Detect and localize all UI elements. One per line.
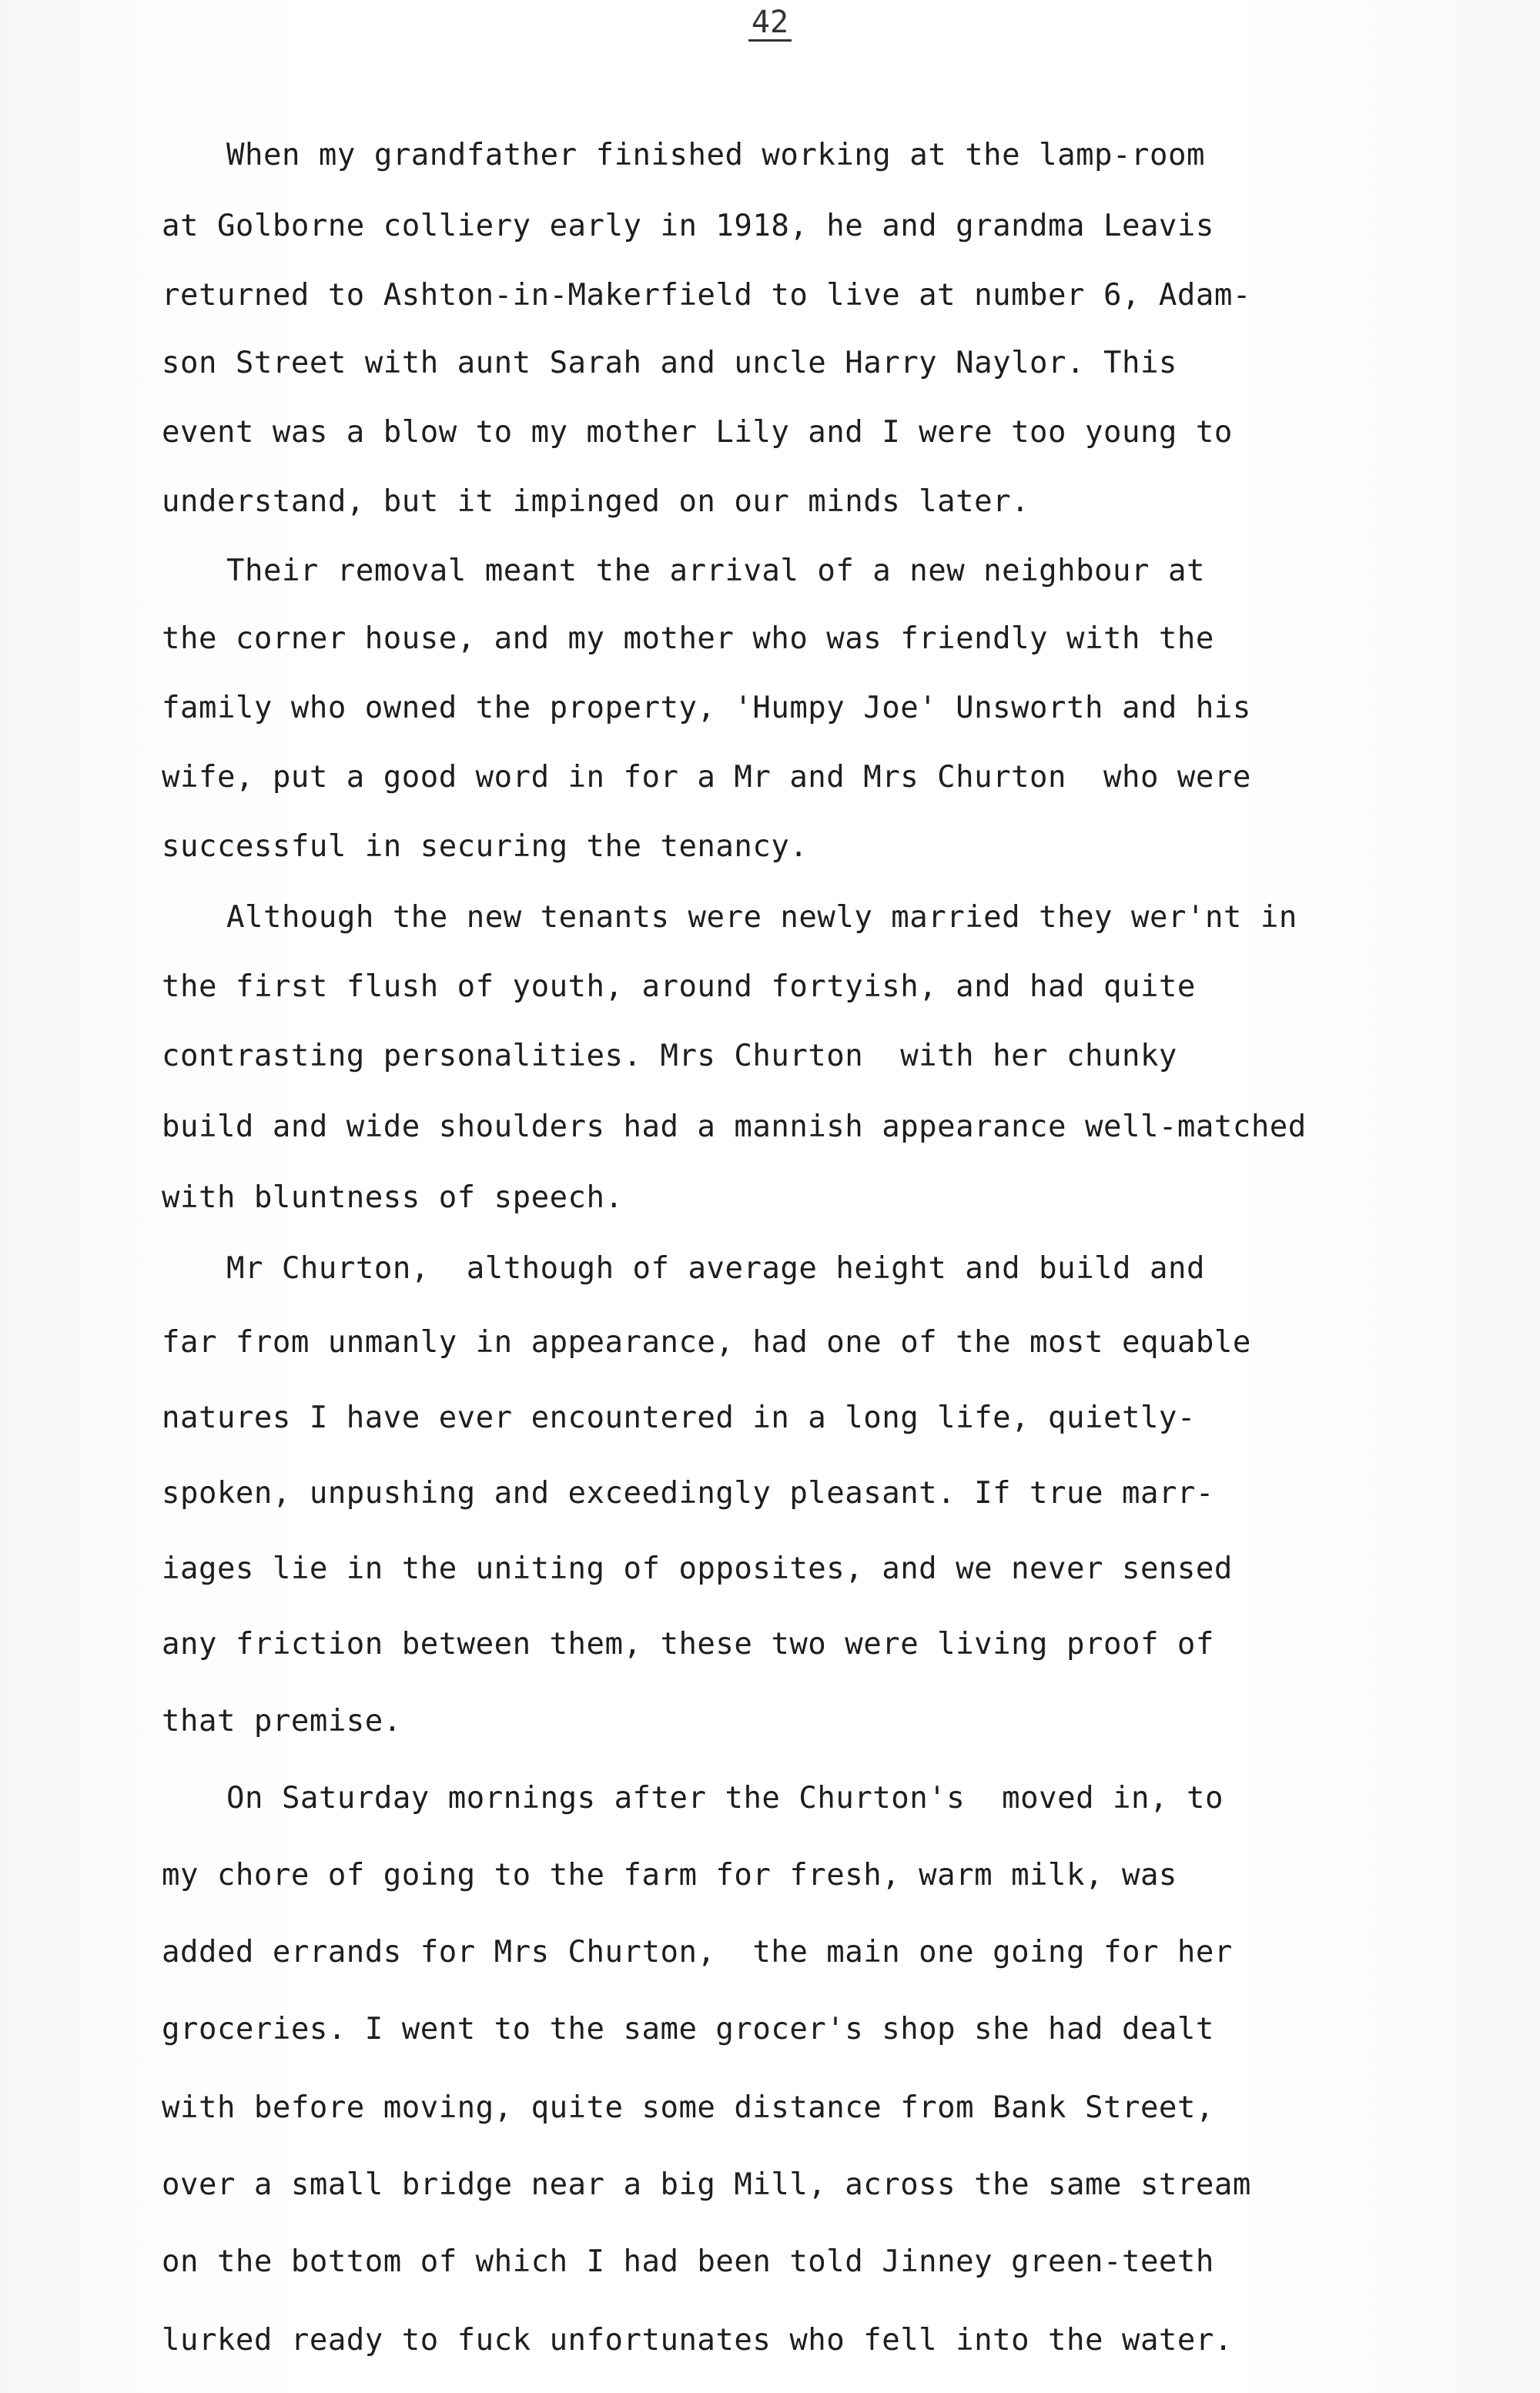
text-line-5: event was a blow to my mother Lily and I were too young to — [162, 415, 1233, 450]
text-line-21: iages lie in the uniting of opposites, and we never sensed — [162, 1551, 1233, 1586]
text-line-18: far from unmanly in appearance, had one of the most equable — [162, 1325, 1251, 1360]
text-line-19: natures I have ever encountered in a long life, quietly- — [162, 1401, 1196, 1435]
text-line-22: any friction between them, these two were living proof of — [162, 1627, 1214, 1662]
text-line-23: that premise. — [162, 1704, 402, 1739]
text-line-17: Mr Churton, although of average height and build and — [226, 1251, 1205, 1286]
text-line-31: lurked ready to fuck unfortunates who fell into the water. — [162, 2323, 1233, 2358]
text-line-26: added errands for Mrs Churton, the main one going for her — [162, 1935, 1233, 1970]
page-number-text: 42 — [748, 5, 792, 42]
text-line-6: understand, but it impinged on our minds later. — [162, 484, 1030, 519]
text-line-27: groceries. I went to the same grocer's shop she had dealt — [162, 2012, 1214, 2047]
text-line-16: with bluntness of speech. — [162, 1180, 624, 1215]
text-line-11: successful in securing the tenancy. — [162, 829, 808, 864]
text-line-25: my chore of going to the farm for fresh, warm milk, was — [162, 1858, 1177, 1893]
text-line-3: returned to Ashton-in-Makerfield to live at number 6, Adam- — [162, 278, 1251, 313]
text-line-12: Although the new tenants were newly married they wer'nt in — [226, 900, 1297, 935]
text-line-29: over a small bridge near a big Mill, across the same stream — [162, 2167, 1251, 2202]
text-line-15: build and wide shoulders had a mannish appearance well-matched — [162, 1109, 1307, 1144]
text-line-2: at Golborne colliery early in 1918, he and grandma Leavis — [162, 209, 1214, 243]
text-line-8: the corner house, and my mother who was friendly with the — [162, 621, 1214, 656]
text-line-1: When my grandfather finished working at the lamp-room — [226, 138, 1205, 172]
text-line-20: spoken, unpushing and exceedingly pleasant. If true marr- — [162, 1476, 1214, 1511]
text-line-7: Their removal meant the arrival of a new neighbour at — [226, 554, 1205, 588]
text-line-28: with before moving, quite some distance from Bank Street, — [162, 2090, 1214, 2125]
text-line-13: the first flush of youth, around fortyish, and had quite — [162, 969, 1196, 1004]
text-line-24: On Saturday mornings after the Churton's moved in, to — [226, 1781, 1224, 1816]
text-line-14: contrasting personalities. Mrs Churton with her chunky — [162, 1039, 1177, 1073]
text-line-9: family who owned the property, 'Humpy Joe' Unsworth and his — [162, 691, 1251, 725]
page-number — [0, 5, 1540, 42]
text-line-4: son Street with aunt Sarah and uncle Harry Naylor. This — [162, 346, 1177, 380]
text-line-10: wife, put a good word in for a Mr and Mrs Churton who were — [162, 760, 1251, 795]
text-line-30: on the bottom of which I had been told Jinney green-teeth — [162, 2244, 1214, 2279]
